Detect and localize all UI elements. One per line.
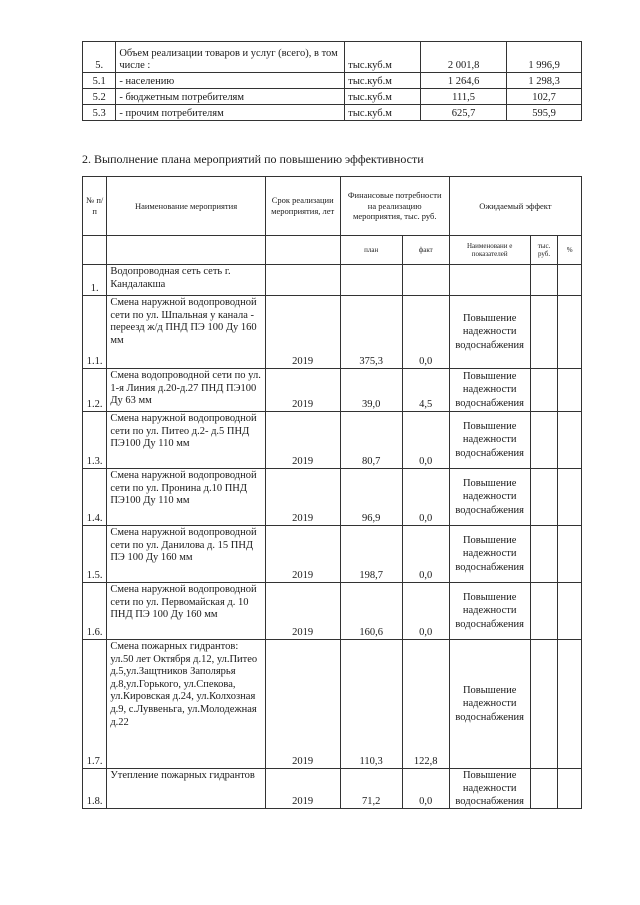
- row-effect: Повышение надежности водоснабжения: [449, 640, 530, 769]
- row-fact: 0,0: [402, 526, 449, 583]
- row-effect: Повышение надежности водоснабжения: [449, 583, 530, 640]
- row-unit: тыс.куб.м: [345, 105, 421, 121]
- row-effect: Повышение надежности водоснабжения: [449, 296, 530, 369]
- row-fact: 0,0: [402, 469, 449, 526]
- row-value-1: 1 264,6: [421, 73, 507, 89]
- header-name: Наименование мероприятия: [107, 177, 265, 236]
- row-value-2: 102,7: [507, 89, 582, 105]
- row-number: 1.7.: [83, 640, 107, 769]
- subheader-rub: тыс. руб.: [530, 236, 558, 265]
- row-name: Смена наружной водопроводной сети по ул. Данилова д. 15 ПНД ПЭ 100 Ду 160 мм: [107, 526, 265, 583]
- row-year: 2019: [265, 769, 340, 809]
- table-row: [83, 73, 582, 89]
- row-year: 2019: [265, 412, 340, 469]
- row-effect: Повышение надежности водоснабжения: [449, 769, 530, 809]
- header-finance: Финансовые потребности на реализацию мероприятия, тыс. руб.: [340, 177, 449, 236]
- measures-table: [82, 176, 582, 809]
- subheader-row: [83, 236, 582, 265]
- row-year: 2019: [265, 469, 340, 526]
- row-number: 5.2: [83, 89, 116, 105]
- table-row: [83, 105, 582, 121]
- row-plan: 71,2: [340, 769, 402, 809]
- row-fact: 0,0: [402, 412, 449, 469]
- row-name: Утепление пожарных гидрантов: [107, 769, 265, 809]
- row-plan: 96,9: [340, 469, 402, 526]
- subheader-plan: план: [340, 236, 402, 265]
- row-year: 2019: [265, 296, 340, 369]
- row-number: 1.4.: [83, 469, 107, 526]
- group-row: [83, 265, 582, 296]
- row-effect: Повышение надежности водоснабжения: [449, 412, 530, 469]
- row-value-2: 1 298,3: [507, 73, 582, 89]
- row-fact: 122,8: [402, 640, 449, 769]
- row-fact: 0,0: [402, 583, 449, 640]
- row-name: - прочим потребителям: [116, 105, 345, 121]
- summary-table: [82, 41, 582, 121]
- row-value-2: 1 996,9: [507, 42, 582, 73]
- row-number: 1.1.: [83, 296, 107, 369]
- row-plan: 39,0: [340, 369, 402, 412]
- row-name: Смена наружной водопроводной сети по ул. Первомайская д. 10 ПНД ПЭ 100 Ду 160 мм: [107, 583, 265, 640]
- row-year: 2019: [265, 526, 340, 583]
- row-plan: 375,3: [340, 296, 402, 369]
- row-year: 2019: [265, 583, 340, 640]
- group-number: 1.: [83, 265, 107, 296]
- table-row: [83, 769, 582, 809]
- row-name: Смена наружной водопроводной сети по ул. Питео д.2- д.5 ПНД ПЭ100 Ду 110 мм: [107, 412, 265, 469]
- row-value-1: 2 001,8: [421, 42, 507, 73]
- table-row: [83, 583, 582, 640]
- row-number: 5.: [83, 42, 116, 73]
- table-row: [83, 526, 582, 583]
- table-row: [83, 42, 582, 73]
- row-effect: Повышение надежности водоснабжения: [449, 526, 530, 583]
- row-number: 5.3: [83, 105, 116, 121]
- table-row: [83, 412, 582, 469]
- row-unit: тыс.куб.м: [345, 42, 421, 73]
- header-num: № п/п: [83, 177, 107, 236]
- row-name: - населению: [116, 73, 345, 89]
- row-name: Смена пожарных гидрантов: ул.50 лет Октября д.12, ул.Питео д.5,ул.Защтников Заполярья д.8,ул.Горького, ул.Спекова, ул.Кировская д.24, ул.Колхозная д.9, с.Луввеньга, ул.Молодежная д.22: [107, 640, 265, 769]
- subheader-indicator: Наименовани е показателей: [449, 236, 530, 265]
- row-year: 2019: [265, 640, 340, 769]
- row-name: Объем реализации товаров и услуг (всего), в том числе :: [116, 42, 345, 73]
- row-fact: 0,0: [402, 296, 449, 369]
- row-unit: тыс.куб.м: [345, 89, 421, 105]
- table-row: [83, 469, 582, 526]
- row-fact: 0,0: [402, 769, 449, 809]
- row-value-2: 595,9: [507, 105, 582, 121]
- table-row: [83, 640, 582, 769]
- row-name: Смена наружной водопроводной сети по ул. Пронина д.10 ПНД ПЭ100 Ду 110 мм: [107, 469, 265, 526]
- subheader-pct: %: [558, 236, 582, 265]
- header-term: Срок реализации мероприятия, лет: [265, 177, 340, 236]
- row-number: 1.8.: [83, 769, 107, 809]
- row-number: 1.5.: [83, 526, 107, 583]
- row-year: 2019: [265, 369, 340, 412]
- row-number: 1.2.: [83, 369, 107, 412]
- row-fact: 4,5: [402, 369, 449, 412]
- row-plan: 160,6: [340, 583, 402, 640]
- row-plan: 80,7: [340, 412, 402, 469]
- header-effect: Ожидаемый эффект: [449, 177, 581, 236]
- row-value-1: 111,5: [421, 89, 507, 105]
- row-name: Смена водопроводной сети по ул. 1-я Линия д.20-д.27 ПНД ПЭ100 Ду 63 мм: [107, 369, 265, 412]
- row-number: 1.3.: [83, 412, 107, 469]
- row-unit: тыс.куб.м: [345, 73, 421, 89]
- section-title: 2. Выполнение плана мероприятий по повышению эффективности: [82, 152, 424, 166]
- row-value-1: 625,7: [421, 105, 507, 121]
- row-name: - бюджетным потребителям: [116, 89, 345, 105]
- row-effect: Повышение надежности водоснабжения: [449, 369, 530, 412]
- table-row: [83, 296, 582, 369]
- table-row: [83, 89, 582, 105]
- group-name: Водопроводная сеть сеть г. Кандалакша: [107, 265, 265, 296]
- row-effect: Повышение надежности водоснабжения: [449, 469, 530, 526]
- table-row: [83, 369, 582, 412]
- subheader-fact: факт: [402, 236, 449, 265]
- header-row: [83, 177, 582, 236]
- row-number: 1.6.: [83, 583, 107, 640]
- row-number: 5.1: [83, 73, 116, 89]
- row-name: Смена наружной водопроводной сети по ул. Шпальная у канала - переезд ж/д ПНД ПЭ 100 Ду 160 мм: [107, 296, 265, 369]
- row-plan: 198,7: [340, 526, 402, 583]
- row-plan: 110,3: [340, 640, 402, 769]
